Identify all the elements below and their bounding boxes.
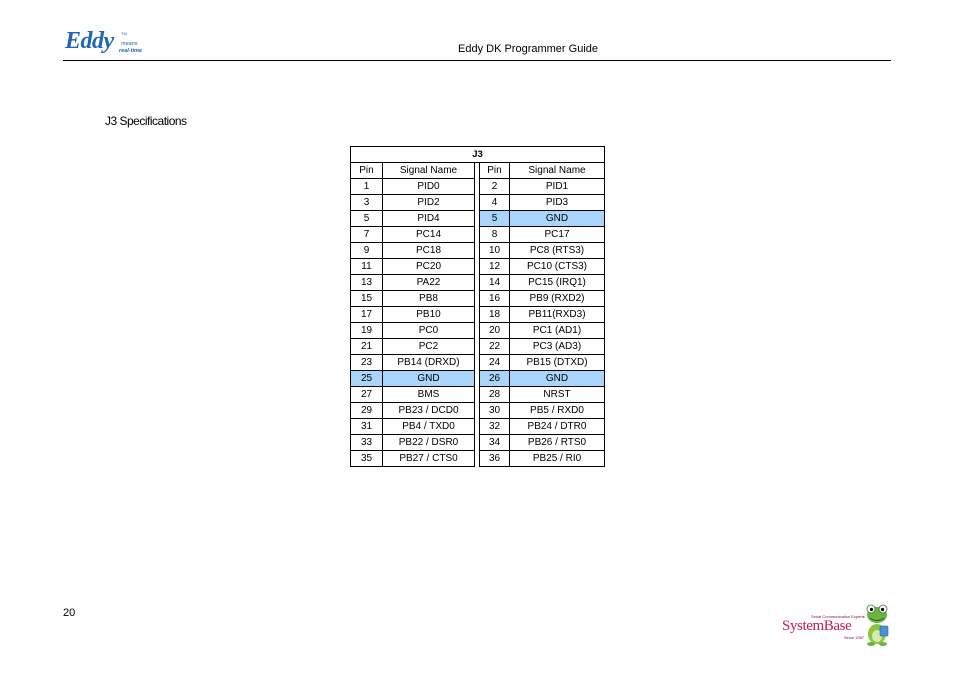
table-row <box>351 387 605 403</box>
table-title-row <box>351 147 605 163</box>
pin-number-right: 4 <box>480 195 510 211</box>
signal-name-right: PB15 (DTXD) <box>510 355 605 371</box>
signal-name-right: PC15 (IRQ1) <box>510 275 605 291</box>
signal-name-left: GND <box>383 371 475 387</box>
signal-name-right: PB5 / RXD0 <box>510 403 605 419</box>
pin-number-left: 3 <box>351 195 383 211</box>
signal-name-right: PB24 / DTR0 <box>510 419 605 435</box>
eddy-logo-word: Eddy <box>65 28 114 54</box>
table-header-row <box>351 163 605 179</box>
table-row <box>351 451 605 467</box>
pin-number-left: 7 <box>351 227 383 243</box>
signal-name-left: PB10 <box>383 307 475 323</box>
eddy-logo <box>65 27 155 57</box>
signal-name-right: PB11(RXD3) <box>510 307 605 323</box>
table-row <box>351 243 605 259</box>
signal-name-right: GND <box>510 371 605 387</box>
table-row <box>351 435 605 451</box>
eddy-logo-tm: TM <box>121 31 127 36</box>
table-row <box>351 355 605 371</box>
signal-name-left: PB22 / DSR0 <box>383 435 475 451</box>
pin-number-left: 31 <box>351 419 383 435</box>
signal-name-left: PID4 <box>383 211 475 227</box>
table-row <box>351 339 605 355</box>
pin-number-right: 26 <box>480 371 510 387</box>
signal-name-right: PB25 / RI0 <box>510 451 605 467</box>
systembase-since: Since 1987 <box>844 635 865 640</box>
frog-mascot-icon <box>864 604 890 646</box>
pin-number-left: 1 <box>351 179 383 195</box>
col-header-pin-left: Pin <box>351 163 383 179</box>
pin-number-right: 20 <box>480 323 510 339</box>
eddy-logo-tagline-means: means <box>121 41 138 47</box>
table-row <box>351 307 605 323</box>
signal-name-left: PID2 <box>383 195 475 211</box>
table-row <box>351 211 605 227</box>
pin-number-right: 5 <box>480 211 510 227</box>
signal-name-right: PC1 (AD1) <box>510 323 605 339</box>
pin-number-left: 11 <box>351 259 383 275</box>
signal-name-left: PC0 <box>383 323 475 339</box>
section-heading: J3 Specifications <box>105 114 187 128</box>
signal-name-left: PB23 / DCD0 <box>383 403 475 419</box>
pin-number-left: 15 <box>351 291 383 307</box>
pin-number-left: 9 <box>351 243 383 259</box>
table-row <box>351 323 605 339</box>
pin-number-left: 35 <box>351 451 383 467</box>
systembase-logo-word: SystemBase <box>782 618 852 634</box>
signal-name-left: PA22 <box>383 275 475 291</box>
table-row <box>351 179 605 195</box>
signal-name-right: PC17 <box>510 227 605 243</box>
pin-number-right: 18 <box>480 307 510 323</box>
pin-number-left: 23 <box>351 355 383 371</box>
col-header-signal-right: Signal Name <box>510 163 605 179</box>
header-divider <box>63 60 891 61</box>
pin-number-right: 16 <box>480 291 510 307</box>
signal-name-right: PC8 (RTS3) <box>510 243 605 259</box>
signal-name-left: PB27 / CTS0 <box>383 451 475 467</box>
signal-name-left: PB4 / TXD0 <box>383 419 475 435</box>
table-row <box>351 403 605 419</box>
table-row <box>351 227 605 243</box>
signal-name-left: PC14 <box>383 227 475 243</box>
signal-name-left: PB8 <box>383 291 475 307</box>
pin-number-left: 17 <box>351 307 383 323</box>
signal-name-left: PC18 <box>383 243 475 259</box>
pin-number-left: 29 <box>351 403 383 419</box>
signal-name-right: PB26 / RTS0 <box>510 435 605 451</box>
systembase-tagline: Serial Communication Experts <box>811 614 865 619</box>
pin-number-left: 21 <box>351 339 383 355</box>
pin-number-right: 30 <box>480 403 510 419</box>
signal-name-right: PC3 (AD3) <box>510 339 605 355</box>
signal-name-right: NRST <box>510 387 605 403</box>
table-row <box>351 195 605 211</box>
signal-name-left: PB14 (DRXD) <box>383 355 475 371</box>
pin-number-right: 14 <box>480 275 510 291</box>
col-header-pin-right: Pin <box>480 163 510 179</box>
pin-number-left: 5 <box>351 211 383 227</box>
table-row <box>351 275 605 291</box>
signal-name-right: PID3 <box>510 195 605 211</box>
pin-number-left: 19 <box>351 323 383 339</box>
pin-number-left: 13 <box>351 275 383 291</box>
systembase-logo <box>782 604 890 646</box>
pin-number-right: 2 <box>480 179 510 195</box>
pin-number-right: 12 <box>480 259 510 275</box>
pin-number-left: 27 <box>351 387 383 403</box>
pin-number-right: 32 <box>480 419 510 435</box>
signal-name-right: PC10 (CTS3) <box>510 259 605 275</box>
signal-name-left: PC20 <box>383 259 475 275</box>
page-number: 20 <box>63 607 76 619</box>
pin-number-left: 25 <box>351 371 383 387</box>
pin-number-right: 22 <box>480 339 510 355</box>
pin-number-right: 8 <box>480 227 510 243</box>
pin-number-right: 24 <box>480 355 510 371</box>
document-title: Eddy DK Programmer Guide <box>458 43 598 55</box>
pin-number-right: 34 <box>480 435 510 451</box>
signal-name-left: BMS <box>383 387 475 403</box>
j3-pin-table <box>350 146 605 467</box>
col-header-signal-left: Signal Name <box>383 163 475 179</box>
pin-number-right: 28 <box>480 387 510 403</box>
signal-name-left: PID0 <box>383 179 475 195</box>
pin-number-right: 36 <box>480 451 510 467</box>
table-row <box>351 291 605 307</box>
table-row <box>351 259 605 275</box>
signal-name-right: PID1 <box>510 179 605 195</box>
eddy-logo-tagline-realtime: real-time <box>119 48 142 54</box>
signal-name-right: PB9 (RXD2) <box>510 291 605 307</box>
signal-name-left: PC2 <box>383 339 475 355</box>
signal-name-right: GND <box>510 211 605 227</box>
pin-number-left: 33 <box>351 435 383 451</box>
table-row <box>351 371 605 387</box>
table-row <box>351 419 605 435</box>
pin-number-right: 10 <box>480 243 510 259</box>
table-title: J3 <box>351 147 605 163</box>
